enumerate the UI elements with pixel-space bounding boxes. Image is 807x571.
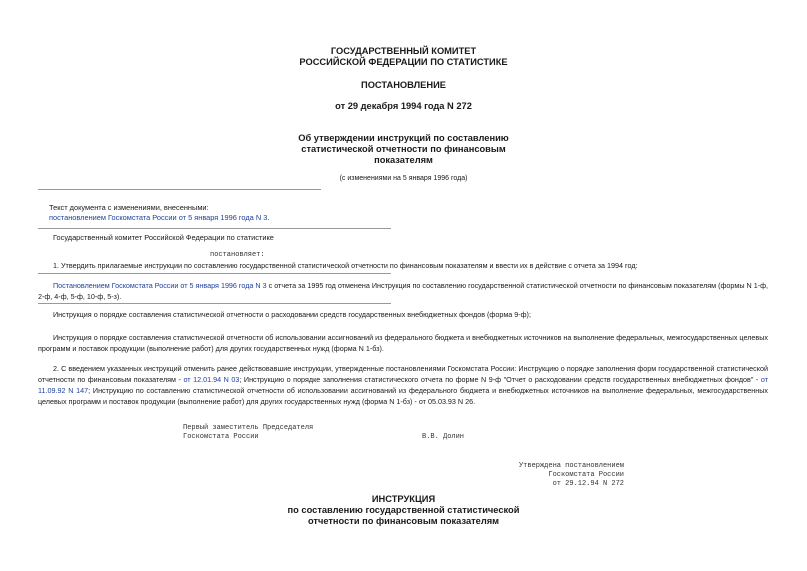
approval-line1: Утверждена постановлением (518, 462, 624, 470)
divider (38, 303, 391, 304)
doc-date: от 29 декабря 1994 года N 272 (335, 101, 472, 111)
committee-name-line2: РОССИЙСКОЙ ФЕДЕРАЦИИ ПО СТАТИСТИКЕ (299, 57, 508, 67)
paragraph-4: Инструкция о порядке составления статистической отчетности об использовании ассигнований из федерального бюджета и внебюджетных источников на выполнение федеральных, межгосударственных целевых программ и поставок продукции (выполнение работ) для других государственных нужд (форма N 1-бз). (38, 333, 768, 353)
divider (38, 273, 391, 274)
amendment-link[interactable]: постановлением Госкомстата России от 5 января 1996 года N 3 (49, 213, 268, 222)
committee-name-line1: ГОСУДАРСТВЕННЫЙ КОМИТЕТ (330, 46, 477, 56)
paragraph-1: 1. Утвердить прилагаемые инструкции по составлению государственной статистической отчетности по финансовым показателям и ввести их в действие с отчета за 1994 год: (53, 261, 638, 270)
paragraph-5: 2. С введением указанных инструкций отменить ранее действовавшие инструкции, утвержденные постановлениями Госкомстата России: Инструкцию о порядке заполнения форм государственной статистической отчетности по финансовым показателям - от 12.01.94 N 03; Инструкцию о порядке заполнения статистического отчета по форме N 9-ф "Отчет о расходовании средств государственных внебюджетных фондов" - от 11.09.92 N 147; Инструкцию по составлению статистической отчетности об использовании ассигнований из федерального бюджета и внебюджетных источников на выполнение федеральных, межгосударственных целевых программ и поставок продукции (выполнение работ) для других государственных нужд (форма N 1-бз) - от 05.03.93 N 26. (38, 364, 769, 406)
doc-title-line1: Об утверждении инструкций по составлению (298, 133, 509, 143)
paragraph-3: Инструкция о порядке составления статистической отчетности о расходовании средств государственных внебюджетных фондов (форма 9-ф); (53, 310, 531, 319)
resolves-text: постановляет: (210, 251, 265, 259)
doc-title-line2: статистической отчетности по финансовым (301, 144, 506, 154)
instruction-heading: ИНСТРУКЦИЯ (371, 494, 436, 504)
divider (38, 189, 321, 190)
p2-amendment-link[interactable]: Постановлением Госкомстата России от 5 января 1996 года N 3 (53, 281, 267, 290)
changes-box-label: Текст документа с изменениями, внесенными: (49, 203, 209, 212)
instruction-title-line2: отчетности по финансовым показателям (307, 516, 500, 526)
approval-line2: Госкомстата России (548, 471, 624, 479)
p5-link-2[interactable]: от 11.09.92 N 147 (38, 375, 769, 395)
changes-box-entry: постановлением Госкомстата России от 5 января 1996 года N 3. (49, 213, 270, 222)
instruction-title-line1: по составлению государственной статистической (287, 505, 520, 515)
doc-title-line3: показателям (374, 155, 433, 165)
paragraph-2: Постановлением Госкомстата России от 5 января 1996 года N 3 с отчета за 1995 год отменена Инструкция по составлению государственной статистической отчетности по финансовым показателям (формы N 1-ф, 2-ф, 4-ф, 5-ф, 10-ф, 5-з). (38, 281, 769, 301)
doc-type-heading: ПОСТАНОВЛЕНИЕ (361, 80, 446, 90)
signature-name: В.В. Долин (422, 433, 465, 441)
signature-position-line2: Госкомстата России (183, 433, 259, 441)
issuer-text: Государственный комитет Российской Федерации по статистике (53, 233, 274, 242)
divider (38, 228, 391, 229)
approval-line3: от 29.12.94 N 272 (552, 480, 624, 488)
p5-link-1[interactable]: от 12.01.94 N 03 (183, 375, 240, 384)
changes-note: (с изменениями на 5 января 1996 года) (339, 175, 468, 182)
signature-position-line1: Первый заместитель Председателя (183, 424, 314, 432)
